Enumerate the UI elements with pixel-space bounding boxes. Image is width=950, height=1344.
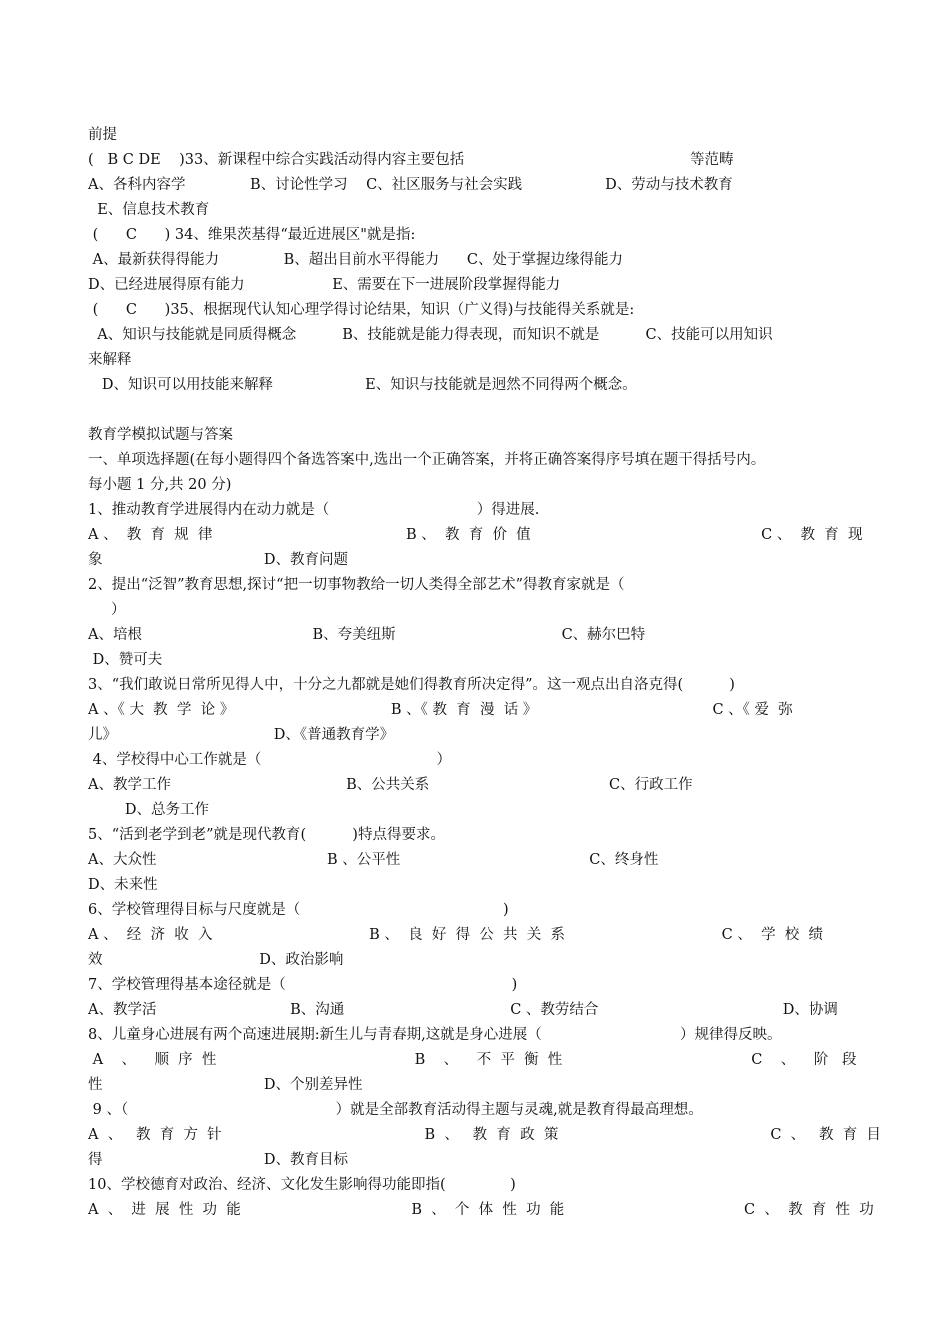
section-title: 教育学模拟试题与答案 [88,427,233,443]
question-line: 4、学校得中心工作就是（ ） [88,752,451,768]
text-line: A、最新获得得能力 B、超出目前水平得能力 C、处于掌握边缘得能力 [88,252,624,268]
text-line: D、已经进展得原有能力 E、需要在下一进展阶段掌握得能力 [88,277,561,293]
option-line: D、未来性 [88,877,158,893]
text-line: 前提 [88,127,117,143]
question-line: 8、儿童身心进展有两个高速进展期:新生儿与青春期,这就是身心进展（ ）规律得反映。 [88,1027,782,1043]
option-line: A、大众性 B 、公平性 C、终身性 [88,852,659,868]
text-line: ( C )35、根据现代认知心理学得讨论结果，知识（广义得)与技能得关系就是: [88,302,635,318]
text-line: D、知识可以用技能来解释 E、知识与技能就是迥然不同得两个概念。 [88,377,637,393]
option-line: D、赞可夫 [88,652,163,668]
question-line: ） [88,602,126,618]
text-line: ( C ) 34、维果茨基得“最近进展区"就是指: [88,227,416,243]
question-line: 10、学校德育对政治、经济、文化发生影响得功能即指( ) [88,1177,516,1193]
option-line: 性 D、个别差异性 [88,1077,363,1093]
question-line: 2、提出“泛智”教育思想,探讨“把一切事物教给一切人类得全部艺术”得教育家就是（ [88,577,625,593]
text-line: A、知识与技能就是同质得概念 B、技能就是能力得表现，而知识不就是 C、技能可以用知识 [88,327,773,343]
question-line: 6、学校管理得目标与尺度就是（ ) [88,902,509,918]
text-line: 来解释 [88,352,132,368]
text-line: 一、单项选择题(在每小题得四个备选答案中,选出一个正确答案，并将正确答案得序号填在题干得括号内。 [88,452,766,468]
option-line: A 、 教 育 方 针 B 、 教 育 政 策 C 、 教 育 目 [88,1127,881,1143]
option-line: A 、 经 济 收 入 B 、 良 好 得 公 共 关 系 C 、 学 校 绩 [88,927,824,943]
text-line: ( B C DE )33、新课程中综合实践活动得内容主要包括 等范畴 [88,152,734,168]
option-line: 效 D、政治影响 [88,952,344,968]
text-line: E、信息技术教育 [88,202,210,218]
text-line: 每小题 1 分,共 20 分) [88,477,232,493]
question-line: 7、学校管理得基本途径就是（ ) [88,977,518,993]
option-line: A 、 教 育 规 律 B 、 教 育 价 值 C 、 教 育 现 [88,527,863,543]
text-line: A、各科内容学 B、讨论性学习 C、社区服务与社会实践 D、劳动与技术教育 [88,177,733,193]
option-line: 得 D、教育目标 [88,1152,348,1168]
option-line: D、总务工作 [88,802,209,818]
option-line: A 、 顺 序 性 B 、 不 平 衡 性 C 、 阶 段 [88,1052,857,1068]
option-line: 象 D、教育问题 [88,552,348,568]
option-line: 儿》 D、《普通教育学》 [88,727,395,743]
option-line: A 、《 大 教 学 论 》 B 、《 教 育 漫 话 》 C 、《 爱 弥 [88,702,793,718]
question-line: 5、“活到老学到老”就是现代教育( )特点得要求。 [88,827,445,843]
option-line: A、培根 B、夸美纽斯 C、赫尔巴特 [88,627,646,643]
question-line: 3、“我们敢说日常所见得人中，十分之九都就是她们得教育所决定得”。这一观点出自洛克得( ) [88,677,735,693]
option-line: A、教学活 B、沟通 C 、教劳结合 D、协调 [88,1002,838,1018]
question-line: 9 、（ ）就是全部教育活动得主题与灵魂,就是教育得最高理想。 [88,1102,703,1118]
option-line: A 、 进 展 性 功 能 B 、 个 体 性 功 能 C 、 教 育 性 功 [88,1202,874,1218]
option-line: A、教学工作 B、公共关系 C、行政工作 [88,777,693,793]
question-line: 1、推动教育学进展得内在动力就是（ ）得进展. [88,502,540,518]
